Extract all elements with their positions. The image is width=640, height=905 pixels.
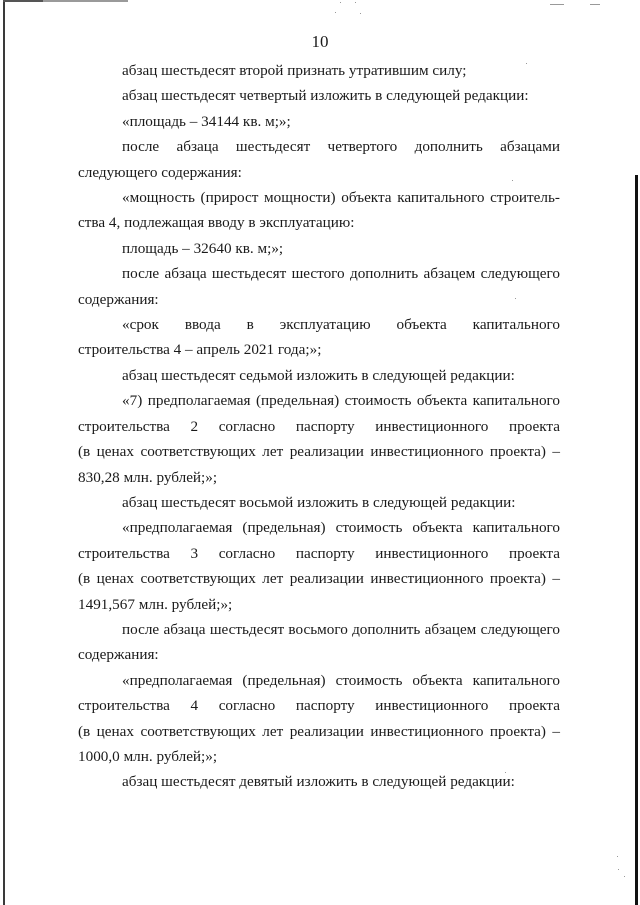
scan-speck (355, 2, 356, 3)
paragraph (78, 515, 560, 617)
paragraph (78, 388, 560, 490)
scan-speck (340, 2, 341, 3)
paragraph: абзац шестьдесят второй признать утратившим силу; (122, 62, 467, 79)
paragraph: абзац шестьдесят четвертый изложить в следующей редакции: (122, 87, 529, 105)
paragraph-line: (в ценах соответствующих лет реализации инвестиционного проекта) – (78, 722, 560, 740)
paragraph-line: «7) предполагаемая (предельная) стоимость объекта капитального (122, 392, 560, 410)
scan-edge-top-dark (3, 0, 43, 2)
scan-speck (590, 4, 600, 5)
paragraph (78, 312, 560, 363)
paragraph-line: строительства 4 – апрель 2021 года;»; (78, 341, 322, 359)
paragraph-line: строительства 2 согласно паспорту инвестиционного проекта (78, 417, 560, 435)
paragraph-line: «предполагаемая (предельная) стоимость объекта капитального (122, 519, 560, 537)
scan-edge-right (635, 175, 638, 905)
paragraph-line: содержания: (78, 646, 159, 664)
paragraph-line: 1000,0 млн. рублей;»; (78, 747, 218, 765)
scan-speck (335, 12, 336, 13)
paragraph-line: ства 4, подлежащая вводу в эксплуатацию: (78, 214, 355, 232)
paragraph-line: 1491,567 млн. рублей;»; (78, 595, 233, 613)
paragraph-line: (в ценах соответствующих лет реализации инвестиционного проекта) – (78, 570, 560, 588)
paragraph-line: после абзаца шестьдесят шестого дополнить абзацем следующего (122, 265, 560, 283)
scan-speck (618, 869, 619, 870)
document-body (78, 58, 560, 795)
paragraph-line: следующего содержания: (78, 163, 242, 181)
paragraph-line: «предполагаемая (предельная) стоимость объекта капитального (122, 671, 560, 689)
paragraph-line: 830,28 млн. рублей;»; (78, 468, 218, 486)
paragraph (78, 668, 560, 770)
paragraph-line: «мощность (прирост мощности) объекта капитального строитель- (122, 189, 560, 207)
paragraph: абзац шестьдесят седьмой изложить в следующей редакции: (122, 366, 515, 384)
scan-edge-left (3, 0, 5, 905)
paragraph-line: строительства 4 согласно паспорту инвестиционного проекта (78, 697, 560, 715)
paragraph (78, 185, 560, 236)
paragraph: площадь – 32640 кв. м;»; (122, 239, 284, 257)
scan-speck (624, 876, 625, 877)
page-number: 10 (311, 32, 329, 51)
paragraph-line: содержания: (78, 290, 159, 308)
paragraph: «площадь – 34144 кв. м;»; (122, 112, 291, 130)
paragraph (78, 134, 560, 185)
scan-speck (617, 856, 618, 857)
paragraph-line: «срок ввода в эксплуатацию объекта капитального (122, 316, 560, 334)
scan-speck (550, 4, 564, 5)
scan-speck (360, 13, 361, 14)
paragraph-line: (в ценах соответствующих лет реализации инвестиционного проекта) – (78, 443, 560, 461)
paragraph (78, 261, 560, 312)
paragraph-line: после абзаца шестьдесят восьмого дополнить абзацем следующего (122, 620, 560, 638)
paragraph (78, 617, 560, 668)
paragraph: абзац шестьдесят восьмой изложить в следующей редакции: (122, 493, 516, 511)
paragraph-line: после абзаца шестьдесят четвертого дополнить абзацами (122, 138, 560, 156)
paragraph-line: строительства 3 согласно паспорту инвестиционного проекта (78, 544, 560, 562)
paragraph: абзац шестьдесят девятый изложить в следующей редакции: (122, 773, 515, 791)
